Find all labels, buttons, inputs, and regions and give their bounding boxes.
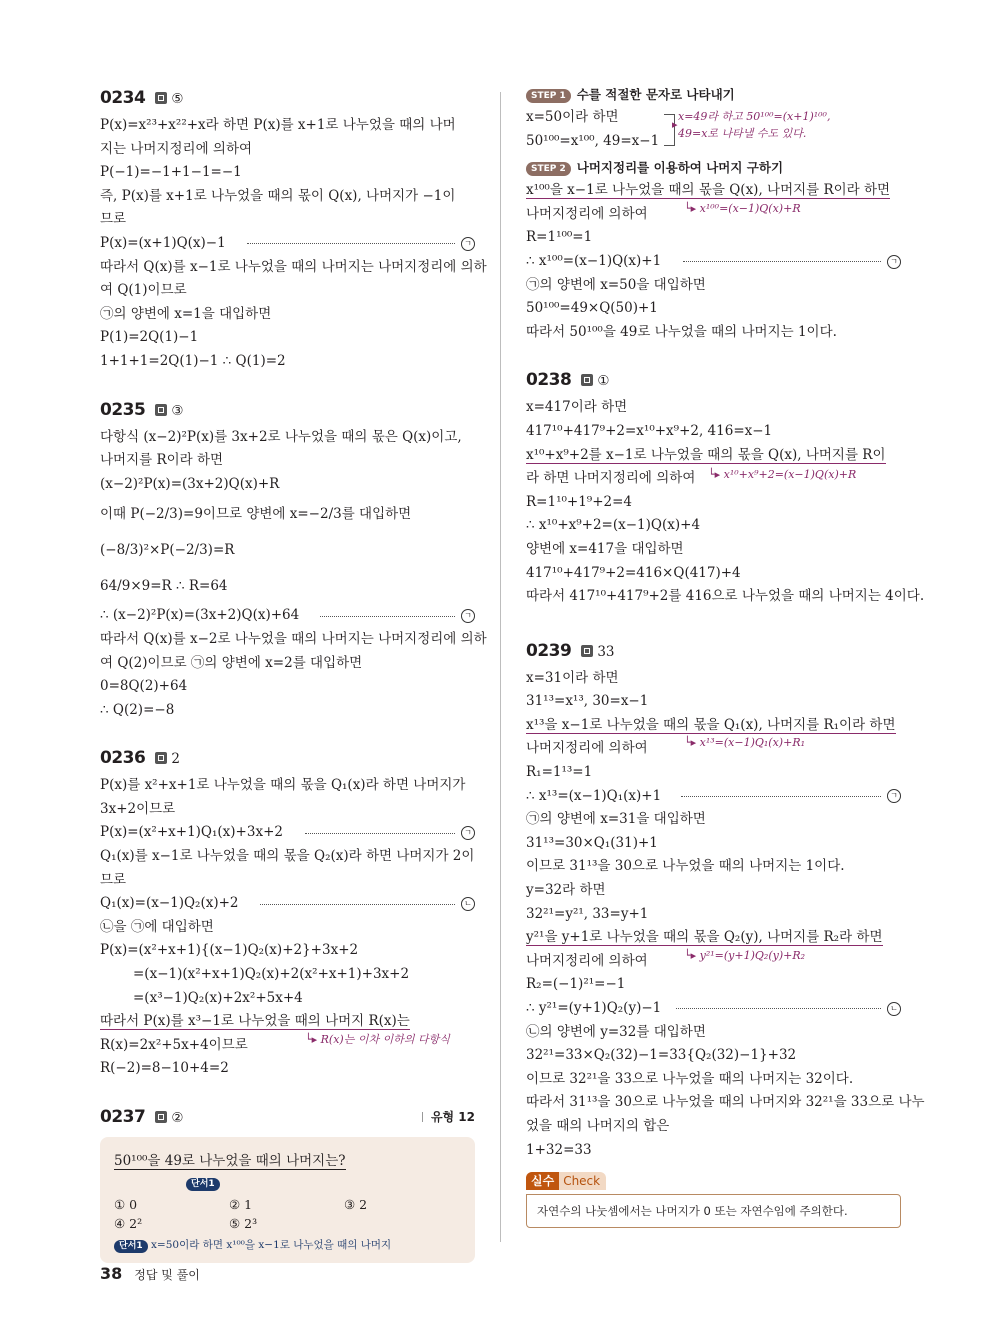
arrow-icon: └▸ [684,948,700,962]
solution-line: 여 Q(1)이므로 [100,282,187,299]
answer-value: ② [171,1110,184,1126]
solution-line: P(1)=2Q(1)−1 [100,329,199,346]
solution-line: 따라서 417¹⁰+417⁹+2를 416으로 나누었을 때의 나머지는 4이다. [526,588,925,605]
solution-line: 64/9×9=R ∴ R=64 [100,578,228,595]
problem-0234 [100,84,487,374]
solution-line: (x−2)²P(x)=(3x+2)Q(x)+R [100,475,280,492]
choice-4: ④ 2² [114,1216,143,1231]
solution-line: P(x)=x²³+x²²+x라 하면 P(x)를 x+1로 나누었을 때의 나머 [100,117,456,133]
solution-line: ∴ x¹⁰⁰=(x−1)Q(x)+1 ㄱ [526,250,901,274]
hint-line: 단서1 x=50이라 하면 x¹⁰⁰을 x−1로 나누었을 때의 나머지 [114,1237,461,1253]
solution-line: 나머지정리에 의하여 └▸ y²¹=(y+1)Q₂(y)+R₂ [526,950,901,974]
problem-number: 0239 [526,640,572,661]
solution-line: y²¹을 y+1로 나누었을 때의 몫을 Q₂(y), 나머지를 R₂라 하면 [526,929,883,946]
right-column [526,84,925,1228]
solution-line: 32²¹=33×Q₂(32)−1=33{Q₂(32)−1}+32 [526,1047,797,1064]
solution-line: ㉠의 양변에 x=1을 대입하면 [100,305,272,322]
choice-1: ① 0 [114,1197,138,1212]
step-badge: STEP 1 [526,89,571,103]
answer-value: 2 [171,751,180,768]
problem-number: 0236 [100,748,146,769]
problem-0237 [100,1103,475,1263]
arrow-icon: └▸ [708,468,724,482]
dotted-leader [305,833,455,834]
solution-line: 나머지정리에 의하여 └▸ x¹³=(x−1)Q₁(x)+R₁ [526,737,901,761]
solution-line: 었을 때의 나머지의 합은 [526,1117,670,1134]
arrow-icon: ▸ [672,118,678,131]
solution-line: 50¹⁰⁰=x¹⁰⁰, 49=x−1 [526,132,660,149]
solution-line: ㉡을 ㉠에 대입하면 [100,918,214,935]
solution-line: 0=8Q(2)+64 [100,678,188,695]
solution-line: 이므로 32²¹을 33으로 나누었을 때의 나머지는 32이다. [526,1070,854,1087]
solution-line: 다항식 (x−2)²P(x)를 3x+2로 나누었을 때의 몫은 Q(x)이고, [100,428,462,445]
page-footer [100,1264,200,1283]
solution-line: P(x)=(x+1)Q(x)−1 ㄱ [100,232,475,256]
problem-number: 0238 [526,370,572,391]
choice-3: ③ 2 [344,1197,368,1212]
solution-line: 50¹⁰⁰=49×Q(50)+1 [526,300,658,317]
solution-line: 따라서 Q(x)를 x−2로 나누었을 때의 나머지는 나머지정리에 의하 [100,630,487,647]
problem-0238 [526,366,925,608]
solution-line: Q₁(x)를 x−1로 나누었을 때의 몫을 Q₂(x)라 하면 나머지가 2이 [100,848,475,865]
solution-line: ∴ x¹³=(x−1)Q₁(x)+1 ㄱ [526,785,901,809]
solution-line: ㉠의 양변에 x=31을 대입하면 [526,811,706,828]
solution-line: 31¹³=x¹³, 30=x−1 [526,693,649,710]
annotation-note: └▸ x¹³=(x−1)Q₁(x)+R₁ [684,736,806,750]
arrow-icon: └▸ [684,201,700,215]
solution-line: 이때 P(−2/3)=9이므로 양변에 x=−2/3를 대입하면 [100,506,412,523]
answer-icon [155,92,167,104]
solution-line: ∴ x¹⁰+x⁹+2=(x−1)Q(x)+4 [526,517,701,534]
problem-0237-solution [526,84,901,344]
solution-line: 417¹⁰+417⁹+2=x¹⁰+x⁹+2, 416=x−1 [526,422,773,439]
marker-giyeok-icon: ㄱ [461,609,475,623]
solution-line: 나머지를 R이라 하면 [100,452,224,469]
solution-line: =(x−1)(x²+x+1)Q₂(x)+2(x²+x+1)+3x+2 [133,966,410,983]
step-badge: STEP 2 [526,162,571,176]
solution-line: 3x+2이므로 [100,800,176,817]
solution-line: x¹⁰⁰을 x−1로 나누었을 때의 몫을 Q(x), 나머지를 R이라 하면 [526,182,891,199]
marker-giyeok-icon: ㄱ [461,237,475,251]
dotted-leader [320,616,455,617]
answer-value: ⑤ [171,91,184,107]
solution-line: ∴ Q(2)=−8 [100,701,175,718]
solution-line: 지는 나머지정리에 의하여 [100,140,253,157]
dotted-leader [681,796,881,797]
solution-line: P(−1)=−1+1−1=−1 [100,164,242,181]
solution-line: 따라서 P(x)를 x³−1로 나누었을 때의 나머지 R(x)는 [100,1013,410,1030]
dotted-leader [676,1008,881,1009]
solution-line: 즉, P(x)를 x+1로 나누었을 때의 몫이 Q(x), 나머지가 −1이 [100,187,456,204]
solution-line: R(−2)=8−10+4=2 [100,1060,229,1077]
solution-line: P(x)=(x²+x+1){(x−1)Q₂(x)+2}+3x+2 [100,942,359,959]
answer-choices [114,1195,461,1233]
footer-label: 정답 및 풀이 [134,1268,200,1282]
solution-line: ㉠의 양변에 x=50을 대입하면 [526,276,706,293]
annotation-note: └▸ x¹⁰⁰=(x−1)Q(x)+R [684,201,801,215]
marker-nieun-icon: ㄴ [887,1002,901,1016]
answer-icon [581,374,593,386]
dotted-leader [247,243,455,244]
hint-badge: 단서1 [186,1178,220,1191]
solution-line: ㉡의 양변에 y=32를 대입하면 [526,1023,706,1040]
answer-value: ③ [171,402,184,419]
answer-icon [155,752,167,764]
question-box [100,1137,475,1263]
solution-line: =(x³−1)Q₂(x)+2x²+5x+4 [133,989,303,1006]
problem-number: 0237 [100,1107,146,1127]
page-number: 38 [100,1264,123,1283]
annotation-note: ▸ x=49라 하고 50¹⁰⁰=(x+1)¹⁰⁰, 49=x로 나타낼 수도 있다. [672,110,831,140]
check-tab: 실수 Check [526,1172,606,1190]
answer-icon [155,1111,167,1123]
marker-giyeok-icon: ㄱ [461,826,475,840]
answer-value: 33 [597,643,615,660]
dotted-leader [260,904,455,905]
question-text: 50¹⁰⁰을 49로 나누었을 때의 나머지는? [114,1153,346,1169]
solution-line: P(x)=(x²+x+1)Q₁(x)+3x+2 ㄱ [100,821,475,845]
annotation-note: └▸ R(x)는 이차 이하의 다항식 [305,1032,450,1046]
solution-line: 므로 [100,211,127,228]
arrow-icon: └▸ [684,736,700,750]
solution-line: y=32라 하면 [526,882,606,899]
problem-number: 0234 [100,88,146,108]
solution-line: x¹⁰+x⁹+2를 x−1로 나누었을 때의 몫을 Q(x), 나머지를 R이 [526,446,886,463]
solution-line: R=1¹⁰+1⁹+2=4 [526,493,633,510]
marker-giyeok-icon: ㄱ [887,789,901,803]
solution-line: 므로 [100,871,127,888]
solution-line: R=1¹⁰⁰=1 [526,229,593,246]
solution-line: 이므로 31¹³을 30으로 나누었을 때의 나머지는 1이다. [526,858,845,875]
mistake-check-box [526,1172,901,1228]
problem-number: 0235 [100,399,146,420]
answer-icon [581,645,593,657]
solution-line: 여 Q(2)이므로 ㉠의 양변에 x=2를 대입하면 [100,654,363,671]
solution-line: 양변에 x=417을 대입하면 [526,540,684,557]
solution-line: x¹³을 x−1로 나누었을 때의 몫을 Q₁(x), 나머지를 R₁이라 하면 [526,716,896,733]
solution-line: 417¹⁰+417⁹+2=416×Q(417)+4 [526,564,741,581]
solution-line: 31¹³=30×Q₁(31)+1 [526,834,658,851]
dotted-leader [683,261,881,262]
left-column [100,84,487,1263]
answer-icon [155,404,167,416]
solution-line: 따라서 Q(x)를 x−1로 나누었을 때의 나머지는 나머지정리에 의하 [100,258,487,275]
solution-line: 32²¹=y²¹, 33=y+1 [526,905,649,922]
solution-line: x=50이라 하면 [526,109,619,125]
solution-line: 따라서 31¹³을 30으로 나누었을 때의 나머지와 32²¹을 33으로 나누 [526,1094,925,1111]
problem-0239 [526,637,925,1162]
check-text: 자연수의 나눗셈에서는 나머지가 0 또는 자연수임에 주의한다. [526,1194,901,1228]
solution-line: ∴ (x−2)²P(x)=(3x+2)Q(x)+64 ㄱ [100,604,475,628]
choice-2: ② 1 [229,1197,253,1212]
solution-line: R₁=1¹³=1 [526,764,593,781]
step-2-heading: STEP 2 나머지정리를 이용하여 나머지 구하기 [526,157,901,179]
solution-line: x=31이라 하면 [526,669,619,686]
marker-nieun-icon: ㄴ [461,897,475,911]
marker-giyeok-icon: ㄱ [887,255,901,269]
step-1-heading: STEP 1 수를 적절한 문자로 나타내기 [526,84,901,106]
solution-line: 나머지정리에 의하여 └▸ x¹⁰⁰=(x−1)Q(x)+R [526,203,901,227]
solution-line: 따라서 50¹⁰⁰을 49로 나누었을 때의 나머지는 1이다. [526,323,837,340]
solution-line: (−8/3)²×P(−2/3)=R [100,542,235,559]
solution-line: P(x)를 x²+x+1로 나누었을 때의 몫을 Q₁(x)라 하면 나머지가 [100,777,466,794]
solution-line: 1+32=33 [526,1141,592,1158]
arrow-icon: └▸ [305,1032,321,1046]
solution-line: 1+1+1=2Q(1)−1 ∴ Q(1)=2 [100,352,286,369]
annotation-note: └▸ y²¹=(y+1)Q₂(y)+R₂ [684,948,806,962]
solution-line: x=417이라 하면 [526,399,628,416]
problem-0235 [100,396,487,723]
problem-0236 [100,744,475,1081]
solution-line: ∴ y²¹=(y+1)Q₂(y)−1 ㄴ [526,997,901,1021]
solution-line: 라 하면 나머지정리에 의하여 └▸ x¹⁰+x⁹+2=(x−1)Q(x)+R [526,467,901,491]
choice-5: ⑤ 2³ [229,1216,258,1231]
solution-line: R₂=(−1)²¹=−1 [526,976,626,993]
answer-value: ① [597,373,610,390]
solution-line: Q₁(x)=(x−1)Q₂(x)+2 ㄴ [100,892,475,916]
solution-line: R(x)=2x²+5x+4이므로 └▸ R(x)는 이차 이하의 다항식 [100,1034,475,1058]
problem-type-tag: 유형 12 [422,1103,475,1131]
annotation-note: └▸ x¹⁰+x⁹+2=(x−1)Q(x)+R [708,468,857,482]
column-divider [500,92,501,1242]
